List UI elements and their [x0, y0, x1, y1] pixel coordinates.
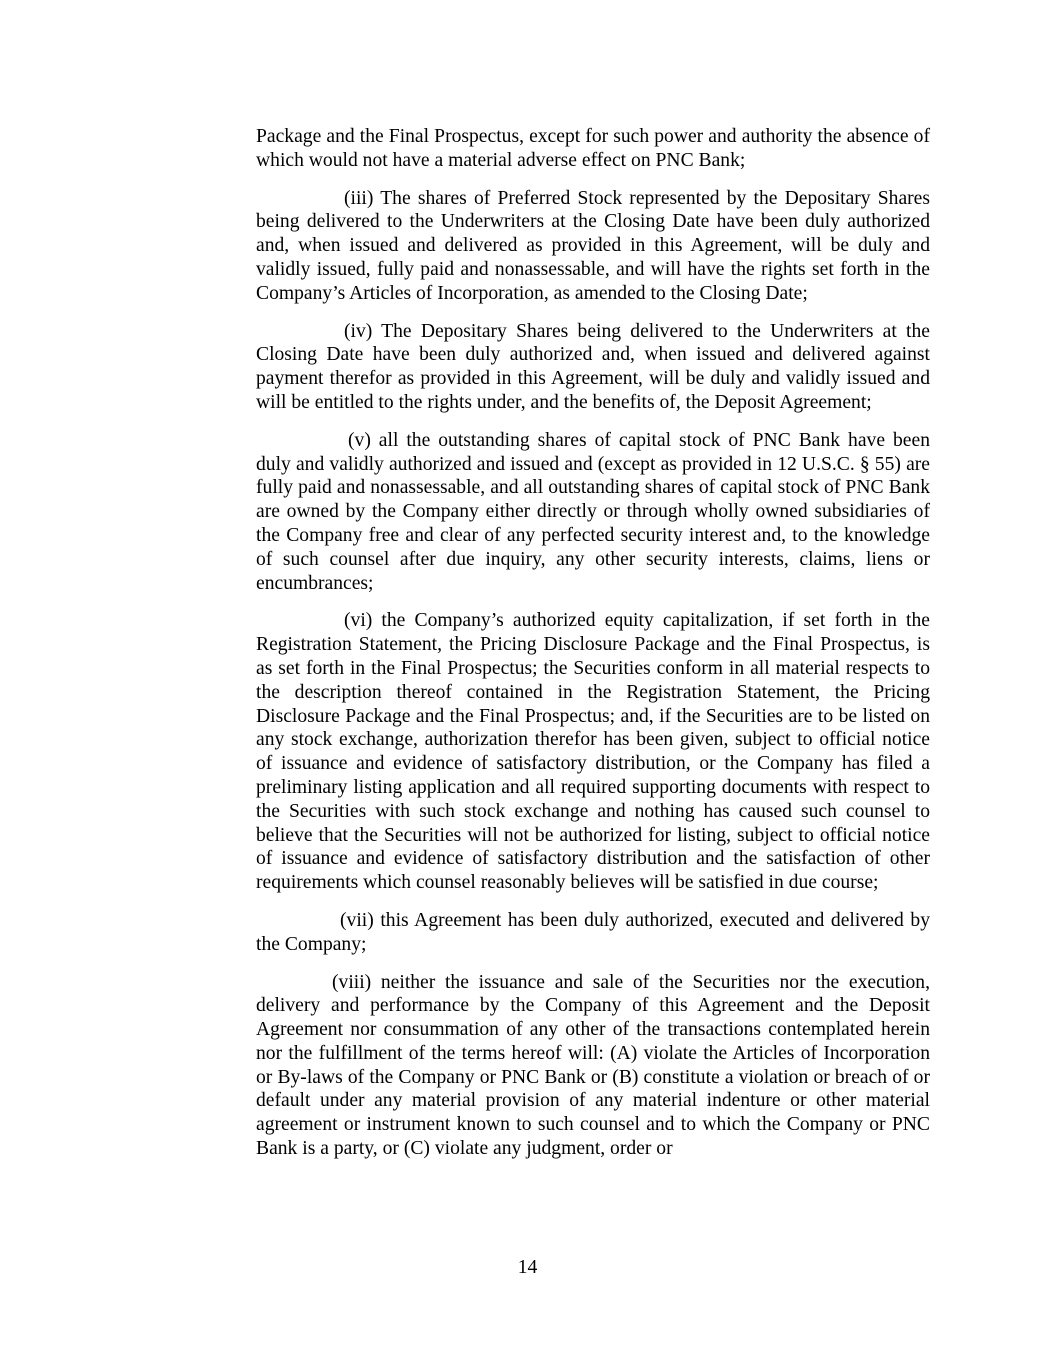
paragraph-vi: (vi) the Company’s authorized equity capitalization, if set forth in the Registration Statement, the Pricing Disclosure Package and the Final Prospectus, is as set forth in the Final Prospectus; the Securities conform in all material respects to the description thereof contained in the Registration Statement, the Pricing Disclosure Package and the Final Prospectus; and, if the Securities are to be listed on any stock exchange, authorization therefor has been given, subject to official notice of issuance and evidence of satisfactory distribution, or the Company has filed a preliminary listing application and all required supporting documents with respect to the Securities with such stock exchange and nothing has caused such counsel to believe that the Securities will not be authorized for listing, subject to official notice of issuance and evidence of satisfactory distribution and the satisfaction of other requirements which counsel reasonably believes will be satisfied in due course;	[256, 610, 930, 894]
page-number: 14	[517, 1257, 538, 1278]
paragraph-iv: (iv) The Depositary Shares being delivered to the Underwriters at the Closing Date have been duly authorized and, when issued and delivered against payment therefor as provided in this Agreement, will be duly and validly issued and will be entitled to the rights under, and the benefits of, the Deposit Agreement;	[256, 320, 930, 413]
paragraph-vii: (vii) this Agreement has been duly authorized, executed and delivered by the Company;	[256, 909, 930, 955]
paragraph-v: (v) all the outstanding shares of capital stock of PNC Bank have been duly and validly authorized and issued and (except as provided in 12 U.S.C. § 55) are fully paid and nonassessable, and all outstanding shares of capital stock of PNC Bank are owned by the Company either directly or through wholly owned subsidiaries of the Company free and clear of any perfected security interest and, to the knowledge of such counsel after due inquiry, any other security interests, claims, liens or encumbrances;	[256, 429, 930, 594]
document-body	[256, 125, 930, 1175]
paragraph-viii: (viii) neither the issuance and sale of the Securities nor the execution, delivery and performance by the Company of this Agreement and the Deposit Agreement nor consummation of any other of the transactions contemplated herein nor the fulfillment of the terms hereof will: (A) violate the Articles of Incorporation or By-laws of the Company or PNC Bank or (B) constitute a violation or breach of or default under any material provision of any material indenture or other material agreement or instrument known to such counsel and to which the Company or PNC Bank is a party, or (C) violate any judgment, order or	[256, 971, 930, 1160]
paragraph-iii: (iii) The shares of Preferred Stock represented by the Depositary Shares being delivered to the Underwriters at the Closing Date have been duly authorized and, when issued and delivered as provided in this Agreement, will be duly and validly issued, fully paid and nonassessable, and will have the rights set forth in the Company’s Articles of Incorporation, as amended to the Closing Date;	[256, 187, 930, 304]
paragraph-continuation: Package and the Final Prospectus, except for such power and authority the absence of which would not have a material adverse effect on PNC Bank;	[256, 126, 930, 171]
